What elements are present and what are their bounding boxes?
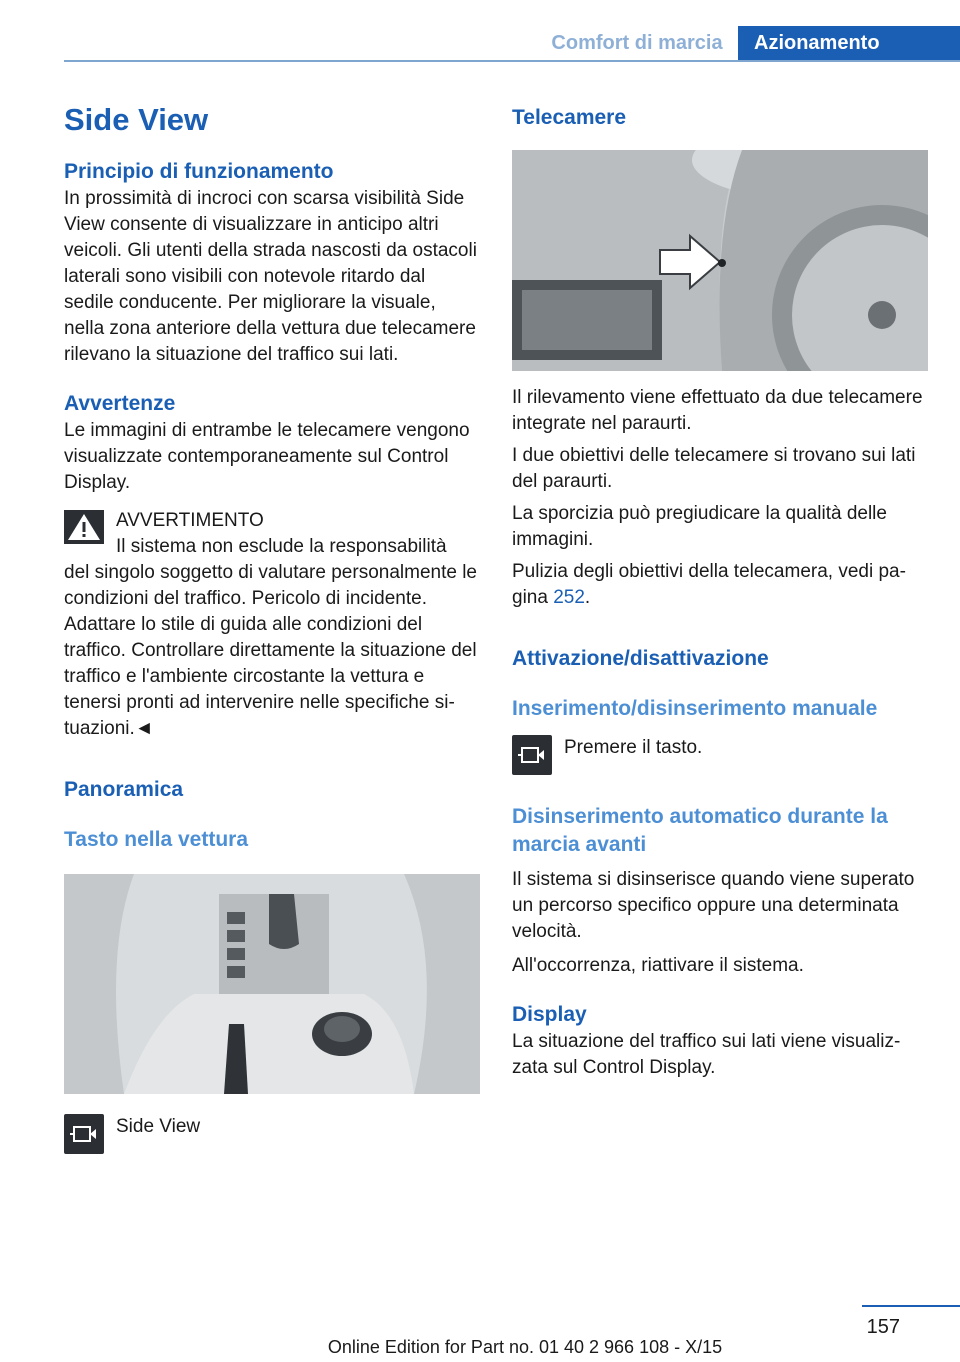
side-view-button-icon[interactable] [64, 1114, 104, 1154]
warning-title: AVVERTIMENTO [116, 510, 264, 531]
header-section-comfort[interactable]: Comfort di marcia [551, 32, 723, 54]
front-bumper-camera-photo [512, 150, 928, 371]
display-heading: Display [512, 1003, 587, 1026]
auto-off-heading: Disinserimento automatico durante la marcia avanti [512, 805, 888, 856]
cleaning-reference-text: Pulizia degli obiettivi della telecamera, vedi pagina [512, 561, 906, 608]
side-view-button-icon-2[interactable] [512, 735, 552, 775]
principle-text: In prossimità di incroci con scarsa visibilità Side View consente di visualizzare in anticipo altri veicoli. Gli utenti della strada nascosti da ostacoli laterali sono visibili con notevole ritardo dal sedile conducente. Per migliorare la visuale, nella zona anteriore della vettura due telecamere rilevano la situazione del traffico sui lati. [64, 188, 477, 365]
button-heading: Tasto nella vettura [64, 828, 248, 851]
header-section-azionamento[interactable]: Azionamento [738, 26, 960, 62]
cameras-paragraph-3: La sporcizia può pregiudicare la qualità delle immagini. [512, 503, 887, 550]
cameras-heading: Telecamere [512, 106, 627, 129]
activation-heading: Attivazione/disattivazione [512, 647, 769, 670]
auto-off-text: Il sistema si disinserisce quando viene superato un percorso specifico oppure una determinata velocità. [512, 869, 915, 942]
warning-block [64, 508, 480, 560]
overview-heading: Panoramica [64, 778, 184, 801]
principle-heading: Principio di funzionamento [64, 160, 334, 183]
cameras-paragraph-1: Il rilevamento viene effettuato da due telecamere integrate nel paraurti. [512, 387, 923, 434]
warning-first-line: Il sistema non esclude la responsabilità [116, 536, 447, 557]
end-mark: ◄ [134, 718, 154, 739]
interior-console-photo [64, 874, 480, 1094]
side-view-button-label: Side View [116, 1116, 201, 1137]
reactivate-text: All'occorrenza, riattivare il sistema. [512, 955, 804, 976]
edition-footer: Online Edition for Part no. 01 40 2 966 108 - X/15 [327, 1337, 723, 1357]
right-column [512, 100, 928, 1081]
manual-instruction: Premere il tasto. [564, 737, 703, 758]
manual-heading: Inserimento/disinserimento manuale [512, 697, 878, 720]
cameras-paragraph-2: I due obiettivi delle telecamere si trovano sui lati del paraurti. [512, 445, 916, 492]
warning-text: del singolo soggetto di valutare personalmente le condizioni del traffico. Pericolo di incidente. Adattare lo stile di guida alle condizioni del traffico. Controllare direttamente la situazione del traffico e l'ambiente circostante la vettura e tenersi pronti ad intervenire nelle specifiche situazioni. [64, 562, 477, 739]
notes-text: Le immagini di entrambe le telecamere vengono visualizzate contemporaneamente sul Control Display. [64, 420, 470, 493]
header-divider [64, 60, 960, 62]
page-title: Side View [64, 102, 209, 137]
page-252-link[interactable]: 252 [553, 587, 585, 608]
footer-divider [862, 1305, 960, 1307]
manual-button-legend [512, 735, 928, 775]
page-number: 157 [866, 1316, 900, 1338]
display-text: La situazione del traffico sui lati viene visualizzata sul Control Display. [512, 1031, 901, 1078]
cameras-paragraph-4 [512, 559, 928, 611]
side-view-button-legend [64, 1114, 480, 1154]
warning-triangle-icon [64, 510, 104, 544]
left-column [64, 100, 480, 1154]
notes-heading: Avvertenze [64, 392, 176, 415]
period: . [584, 587, 591, 608]
